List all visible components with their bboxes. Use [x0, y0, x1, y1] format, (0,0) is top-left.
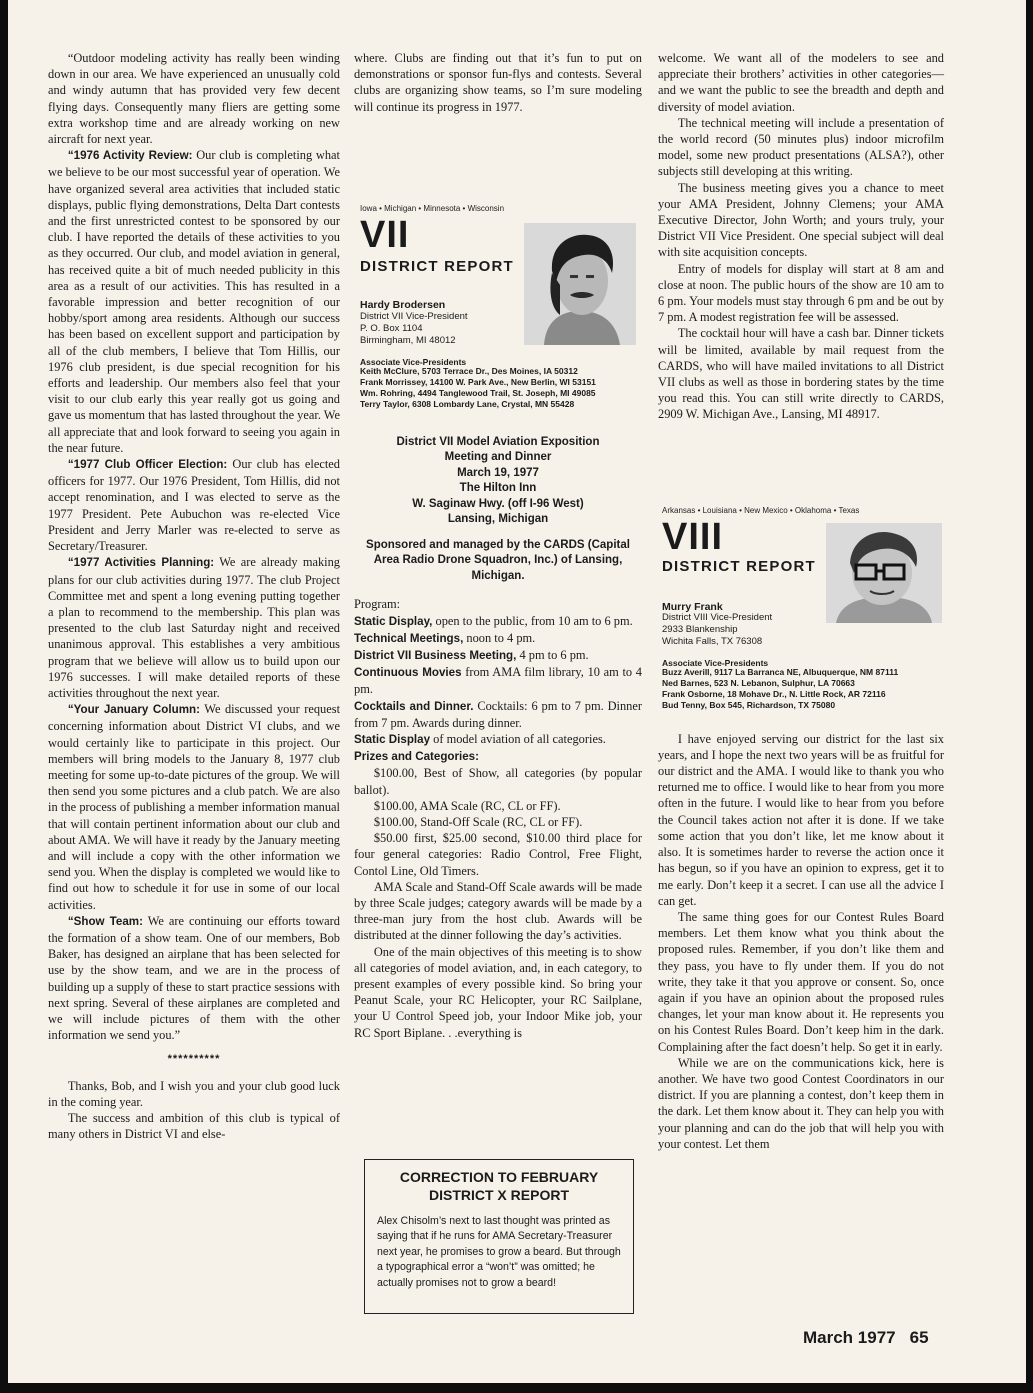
prize-item: $100.00, Best of Show, all categories (by popular ballot). [354, 766, 642, 797]
associate-vp: Terry Taylor, 6308 Lombardy Lane, Crystal, MN 55428 [360, 398, 575, 409]
paragraph: “1977 Activities Planning: We are already making plans for our club activities during 1977. The club Project Committee met and spent a long evening putting together a plan to recommend to the membership. This plan was presented to the club last Saturday night and received unanimous approval. This establishes a very ambitious program that we believe will allow us to build upon our 1976 successes. I will make detailed reports of these activities throughout the next year. [48, 555, 340, 700]
program-item: Technical Meetings, noon to 4 pm. [354, 630, 536, 645]
associate-vp-heading: Associate Vice-Presidents [360, 356, 467, 367]
associate-vp: Ned Barnes, 523 N. Lebanon, Sulphur, LA 70663 [662, 677, 855, 688]
paragraph: The same thing goes for our Contest Rules Board members. Let them know what you think about the proposed rules. Remember, if you don’t like them and they pass, you have to fly under them. If you do not write, they take it that you approve or consent. So, once again if you have an opinion about the proposed rules changes, let your man know about it. He represents you on his Contest Rules Board. Don’t keep him in the dark. Complaining after the fact doesn’t help. So get it in early. [658, 909, 944, 1054]
portrait-image [826, 523, 942, 623]
issue-date: March 1977 [803, 1328, 896, 1347]
district-number: VII [360, 213, 410, 256]
magazine-page [8, 0, 1026, 1383]
associate-vp: Keith McClure, 5703 Terrace Dr., Des Moines, IA 50312 [360, 365, 578, 376]
program-item: Static Display of model aviation of all categories. [354, 731, 606, 746]
associate-vp: Bud Tenny, Box 545, Richardson, TX 75080 [662, 699, 836, 710]
vp-name: Hardy Brodersen [360, 298, 446, 311]
program-item: Continuous Movies from AMA film library, 10 am to 4 pm. [354, 665, 642, 697]
district-report-title: DISTRICT REPORT [360, 257, 514, 275]
expo-line: Lansing, Michigan [447, 513, 549, 526]
associate-vp: Frank Osborne, 18 Mohave Dr., N. Little Rock, AR 72116 [662, 688, 886, 699]
program-item: Cocktails and Dinner. Cocktails: 6 pm to 7 pm. Dinner from 7 pm. Awards during dinner. [354, 698, 642, 730]
program [354, 596, 642, 1040]
column-right [658, 50, 944, 1152]
paragraph: The technical meeting will include a presentation of the world record (50 minutes plus) indoor microfilm model, some new product presentations (ALSA?), other subjects still developing at this writing. [658, 115, 944, 179]
district-number: VIII [662, 515, 724, 558]
expo-line: District VII Model Aviation Exposition [396, 435, 600, 448]
paragraph: “Outdoor modeling activity has really been winding down in our area. We have experienced an unusually cold and windy autumn that has provided very few decent flying days. Consequently many fliers are getting some extra workshop time and are already working on new aircraft for next year. [48, 51, 340, 147]
paragraph: “1977 Club Officer Election: Our club has elected officers for 1977. Our 1976 President, Tom Hillis, did not accept renomination, and I was elected to serve as the 1977 President. Pete Aubuchon was re-elected Vice President and Jerry Marler was re-elected to serve as Secretary/Treasurer. [48, 457, 340, 554]
expo-line: W. Saginaw Hwy. (off I-96 West) [412, 497, 584, 510]
associate-vp: Buzz Averill, 9117 La Barranca NE, Albuquerque, NM 87111 [662, 666, 899, 677]
district-vii-header [354, 201, 642, 431]
vp-address-line: P. O. Box 1104 [360, 322, 423, 334]
sponsor-note: Sponsored and managed by the CARDS (Capital Area Radio Drone Squadron, Inc.) of Lansing, Michigan. [366, 538, 630, 582]
paragraph: AMA Scale and Stand-Off Scale awards will be made by three Scale judges; category awards will be made by a three-man jury from the host club. Awards will be distributed at the dinner following the day’s activities. [354, 879, 642, 943]
vice-president-photo [524, 223, 636, 345]
vp-role: District VII Vice-President [360, 310, 468, 322]
page-footer [803, 1328, 929, 1348]
prize-item: $50.00 first, $25.00 second, $10.00 third place for four general categories: Radio Control, Free Flight, Contol Line, Old Timers. [354, 831, 642, 878]
section-divider: ********** [167, 1053, 221, 1066]
paragraph: “Show Team: We are continuing our efforts toward the formation of a show team. One of our members, Bob Baker, has designed an airplane that has been selected for use by the show team, and we are in the process of building up a supply of these to start practice sessions with next spring. Several of these airplanes are completed and we will include pictures of them with the other information we send you.” [48, 913, 340, 1043]
paragraph: “Your January Column: We discussed your request concerning information about District VI clubs, and we would certainly like to participate in this project. Our members will bring models to the January 8, 1977 club meeting for some up-to-date pictures of the group. We will then send you some pictures and a club patch. We are also in the process of publishing a member information manual that will contain pertinent information about our club and about AMA. We will have it ready by the January meeting and will include a copy with the other information we send you. When the display is completed we would like to find out how to schedule it for use in some of our local activities. [48, 702, 341, 912]
district-report-title: DISTRICT REPORT [662, 557, 816, 575]
paragraph: The business meeting gives you a chance to meet your AMA President, Johnny Clemens; your AMA Executive Director, John Worth; and yours truly, your District VII Vice President. One special subject will deal with site acquisition concepts. [658, 180, 944, 260]
vp-address-line: Birmingham, MI 48012 [360, 334, 456, 346]
paragraph: where. Clubs are finding out that it’s fun to put on demonstrations or sponsor fun-flys and contests. Several clubs are organizing show teams, so I’m sure modeling will continue its progress in 1977. [354, 51, 642, 114]
paragraph: Thanks, Bob, and I wish you and your club good luck in the coming year. [48, 1078, 340, 1109]
column-left [48, 50, 340, 1142]
vp-address-line: Wichita Falls, TX 76308 [662, 635, 763, 647]
program-item: District VII Business Meeting, 4 pm to 6 pm. [354, 647, 589, 662]
district-states: Iowa • Michigan • Minnesota • Wisconsin [360, 203, 505, 213]
district-viii-header [658, 503, 944, 731]
associate-vp-list [662, 667, 952, 711]
associate-vp-heading: Associate Vice-Presidents [662, 657, 769, 668]
paragraph: The cocktail hour will have a cash bar. Dinner tickets will be limited, available by mail request from the CARDS, who will have mailed invitations to all District VII clubs as well as those in bordering states by the time you read this. You can still write directly to CARDS, 2909 W. Michigan Ave., Lansing, MI 48917. [658, 326, 944, 422]
run-in-heading: “1976 Activity Review: [67, 149, 193, 163]
paragraph: The success and ambition of this club is typical of many others in District VI and else- [48, 1111, 340, 1142]
paragraph: I have enjoyed serving our district for the last six years, and I hope the next two years will be as fruitful for our district and the AMA. I would like to thank you who returned me to office. I would like to hear from you more often in the future. I would like to hear from you before the Council takes action not after it is done. If we take some action that you don’t like, let me know about it also. It is sometimes harder to reverse the action once it has begun, so if you have an opinion to express, get it to me early. Don’t keep it a secret. I can use all the advice I can get. [658, 731, 944, 908]
column-middle [354, 50, 642, 1041]
correction-body: Alex Chisolm’s next to last thought was printed as saying that if he runs for AMA Secretary-Treasurer next year, he promises to grow a beard. But through a typographical error a “won’t” was omitted; he actually promises not to grow a beard! [377, 1215, 621, 1289]
program-item: Static Display, open to the public, from 10 am to 6 pm. [354, 613, 633, 628]
paragraph: Entry of models for display will start at 8 am and close at noon. The public hours of the show are 10 am to 6 pm. Your models must stay through 6 pm and be out by 7 pm. A modest registration fee will be assessed. [658, 261, 944, 325]
associate-vp: Frank Morrissey, 14100 W. Park Ave., New Berlin, WI 53151 [360, 376, 596, 387]
run-in-heading: “Your January Column: [67, 703, 200, 717]
page-number: 65 [909, 1328, 929, 1347]
run-in-heading: “Show Team: [67, 914, 143, 928]
associate-vp: Wm. Rohring, 4494 Tanglewood Trail, St. Joseph, MI 49085 [360, 387, 596, 398]
paragraph: welcome. We want all of the modelers to see and appreciate their brothers’ activities in other categories—and we want the public to see the breadth and depth and diversity of model aviation. [658, 51, 944, 114]
district-states: Arkansas • Louisiana • New Mexico • Oklahoma • Texas [662, 505, 860, 515]
vp-role: District VIII Vice-President [662, 611, 773, 623]
expo-line: March 19, 1977 [457, 466, 539, 479]
prizes-heading: Prizes and Categories: [354, 750, 479, 764]
correction-box [364, 1159, 634, 1314]
vp-address-line: 2933 Blankenship [662, 623, 738, 635]
expo-line: Meeting and Dinner [444, 451, 552, 464]
correction-title: CORRECTION TO FEBRUARY DISTRICT X REPORT [399, 1169, 599, 1203]
associate-vp-list [360, 366, 650, 410]
run-in-heading: “1977 Activities Planning: [67, 556, 215, 570]
program-heading: Program: [354, 597, 401, 612]
run-in-heading: “1977 Club Officer Election: [67, 458, 228, 472]
paragraph: “1976 Activity Review: Our club is completing what we believe to be our most successful year of operation. We have organized several area activities that included static displays, public flying demonstrations, Delta Dart contests and the first unrestricted contest to be sponsored by our club. I have reported the details of these activities to you as they occurred. Our club, and model aviation in general, has received quite a bit of much needed publicity in this area as a result of our activities. This has resulted in a favorable impression and better recognition of our hobby/sport among area residents. Although our success has been based on excellent support and participation by all of the club members, I believe that Tom Hillis, our 1976 club president, is due special recognition for his efforts and leadership. Our members also feel that your visit to our club early this year really got us going and gave us momentum that has lasted throughout the year. We all appreciate that and look forward to seeing you again in the near future. [48, 148, 341, 455]
vice-president-photo [826, 523, 942, 623]
paragraph: One of the main objectives of this meeting is to show all categories of model aviation, and, in each category, to present examples of every possible kind. So bring your Peanut Scale, your RC Helicopter, your RC Sailplane, your U Control Speed job, your Indoor Mike job, your RC Sport Biplane. . .everything is [354, 944, 642, 1040]
vp-name: Murry Frank [662, 600, 723, 613]
prize-item: $100.00, AMA Scale (RC, CL or FF). [373, 798, 561, 813]
paragraph: While we are on the communications kick, here is another. We have two good Contest Coordinators in our district. If you are planning a contest, don’t keep them in the dark. Let them know about it. They can help you with your planning and can do the job that will help you with your contest. Let them [658, 1055, 944, 1151]
portrait-image [524, 223, 636, 345]
expo-announcement [354, 435, 642, 528]
prize-item: $100.00, Stand-Off Scale (RC, CL or FF). [373, 814, 583, 829]
expo-line: The Hilton Inn [459, 482, 537, 495]
